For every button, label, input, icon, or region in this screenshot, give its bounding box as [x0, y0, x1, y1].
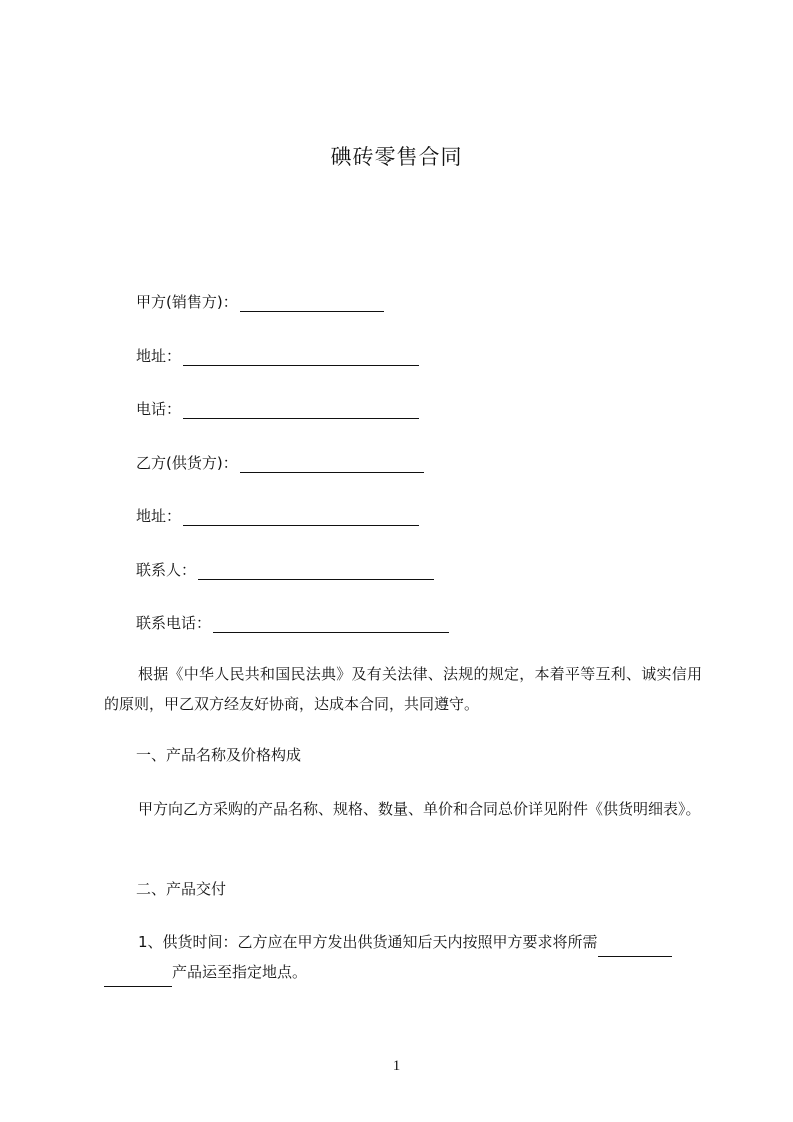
intro-paragraph: 根据《中华人民共和国民法典》及有关法律、法规的规定，本着平等互利、诚实信用的原则，甲乙双方经友好协商，达成本合同，共同遵守。: [104, 665, 702, 713]
section-2-heading: 二、产品交付: [136, 880, 227, 898]
seller-phone-label: 电话：: [136, 400, 182, 418]
clause-1-blank-a[interactable]: [598, 940, 672, 957]
contact-phone-label: 联系电话：: [136, 614, 212, 632]
supplier-address-label: 地址：: [136, 507, 182, 525]
supplier-address-field: [136, 506, 419, 526]
clause-1-text-a: 1、供货时间：乙方应在甲方发出供货通知后天内按照甲方要求将所需: [138, 933, 598, 951]
seller-address-label: 地址：: [136, 347, 182, 365]
seller-address-blank[interactable]: [183, 349, 419, 366]
clause-1-paragraph: [104, 927, 702, 987]
seller-phone-blank[interactable]: [183, 402, 419, 419]
clause-1-text-b: 产品运至指定地点。: [172, 963, 308, 981]
clause-1-line-2: [104, 957, 702, 987]
clause-1-blank-b[interactable]: [104, 970, 172, 987]
supplier-name-label: 乙方(供货方)：: [136, 454, 238, 472]
seller-name-field: [136, 292, 384, 312]
seller-name-label: 甲方(销售方)：: [136, 293, 238, 311]
document-title: 碘砖零售合同: [330, 145, 463, 169]
contact-person-blank[interactable]: [198, 563, 434, 580]
supplier-name-blank[interactable]: [240, 456, 424, 473]
contact-phone-field: [136, 613, 449, 633]
seller-address-field: [136, 346, 419, 366]
contact-person-label: 联系人：: [136, 561, 197, 579]
supplier-name-field: [136, 453, 424, 473]
contact-phone-blank[interactable]: [213, 616, 449, 633]
seller-name-blank[interactable]: [240, 295, 384, 312]
clause-1-line-1: [104, 927, 702, 957]
contact-person-field: [136, 560, 434, 580]
supplier-address-blank[interactable]: [183, 509, 419, 526]
seller-phone-field: [136, 399, 419, 419]
section-1-paragraph: 甲方向乙方采购的产品名称、规格、数量、单价和合同总价详见附件《供货明细表》。: [138, 800, 701, 818]
section-1-heading: 一、产品名称及价格构成: [136, 746, 302, 764]
page-number: 1: [392, 1058, 401, 1074]
